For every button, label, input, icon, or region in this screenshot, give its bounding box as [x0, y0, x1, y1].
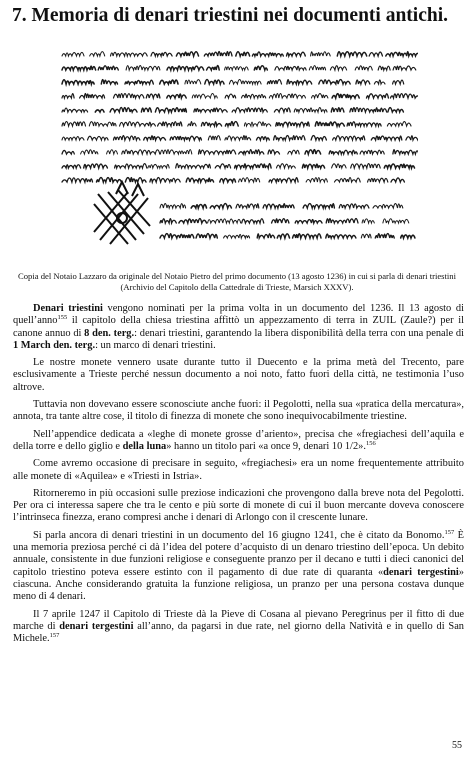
chapter-title: 7. Memoria di denari triestini nei documenti antichi.	[12, 5, 449, 26]
paragraph	[13, 357, 464, 394]
figure-caption: Copia del Notaio Lazzaro da originale del Notaio Pietro del primo documento (13 agosto 1236) in cui si parla di denari triestini (Archivio del Capitolo della Cattedrale di Trieste, Marsich XXXV).	[18, 271, 456, 292]
footnote-ref: 157	[49, 632, 60, 640]
text-run: Tuttavia non dovevano essere sconosciute anche fuori: il Pegolotti, nella sua «pratica della mercatura», annota, tra tante altre cose, il titolo di finezza di monete che sono inequivocabilmente triestine.	[13, 399, 464, 423]
text-run: all’anno, da pagarsi in due rate, nel giorno della Natività e in quello di San Michele.	[13, 620, 464, 645]
footnote-ref: 156	[365, 439, 376, 447]
paragraph	[13, 609, 464, 646]
text-run: È una memoria preziosa perché ci dà l’idea del potere d’acquisto di un denaro triestino dell’epoca. Un debito annuale, consistente in due funzioni religiose e conseguente pranzo per il decano e tutti i dieci canonici del capitolo triestino poteva essere estinto con il pagamento di due rate di quaranta «	[13, 529, 464, 578]
paragraph	[13, 399, 464, 424]
footnote-ref: 157	[444, 528, 455, 536]
text-run: vengono nominati per la prima volta in un documento del 1236. Il 13 agosto di quell’anno	[13, 303, 464, 327]
paragraph	[13, 488, 464, 525]
paragraph	[13, 530, 464, 604]
text-run: Si parla ancora di denari triestini in un documento del 16 giugno 1241, che è citato da Bonomo.	[33, 529, 445, 541]
page-number: 55	[452, 740, 462, 751]
body-text	[13, 303, 464, 650]
text-run: Come avremo occasione di precisare in seguito, «fregiachesi» era un nome frequentemente attribuito alle monete di «Aquilea» e «Triesti in Istria».	[13, 458, 464, 482]
text-run: il capitolo della chiesa triestina affittò un appezzamento di terra in ZUIL (Zaule?) per il canone annuo di	[13, 315, 464, 339]
bold-text: 8 den. terg.	[84, 327, 135, 339]
text-run: Ritorneremo in più occasioni sulle preziose indicazioni che provengono dalla breve nota del Pegolotti. Per ora ci interessa sapere che tra le cento e più sorte di monete di cui il buon mercante doveva conoscere l’intrinseca finezza, erano compresi anche i denari di Arlongo con il crescente lunare.	[13, 487, 464, 524]
text-run: Nell’appendice dedicata a «leghe di monete grosse d’ariento», precisa che «fregiachesi dell’aquila e della torre e dello giglio e	[13, 428, 464, 452]
text-run: » hanno un titolo pari «a once 9, denari 10 1/2».	[166, 440, 366, 452]
bold-text: Denari triestini	[33, 303, 103, 314]
paragraph	[13, 458, 464, 483]
text-run: » ciascuna. Anche considerando gratuita la funzione religiosa, un pranzo per una persona costava dunque meno di 4 denari.	[13, 566, 464, 603]
bold-text: denari tergestini	[383, 566, 459, 578]
paragraph	[13, 429, 464, 454]
manuscript-image	[58, 44, 418, 258]
bold-text: della luna	[122, 440, 167, 452]
paragraph	[13, 303, 464, 352]
text-run: Il 7 aprile 1247 il Capitolo di Trieste dà la Pieve di Cosana al pievano Peregrinus per il fitto di due marche di	[13, 608, 464, 632]
bold-text: 1 March den. terg.	[13, 339, 96, 351]
text-run: : un marco di denari triestini.	[95, 339, 216, 351]
notary-signum-icon	[94, 182, 150, 244]
text-run: : denari triestini, garantendo la libera disponibilità della terra con una penale di	[134, 327, 464, 339]
footnote-ref: 155	[57, 314, 68, 322]
bold-text: denari tergestini	[59, 620, 134, 632]
text-run: Le nostre monete vennero usate durante tutto il Duecento e la prima metà del Trecento, pare esclusivamente a Trieste perché nessun documento a noi noto, fatto fuori della città, ne testimonia l’uso altrove.	[13, 357, 464, 393]
